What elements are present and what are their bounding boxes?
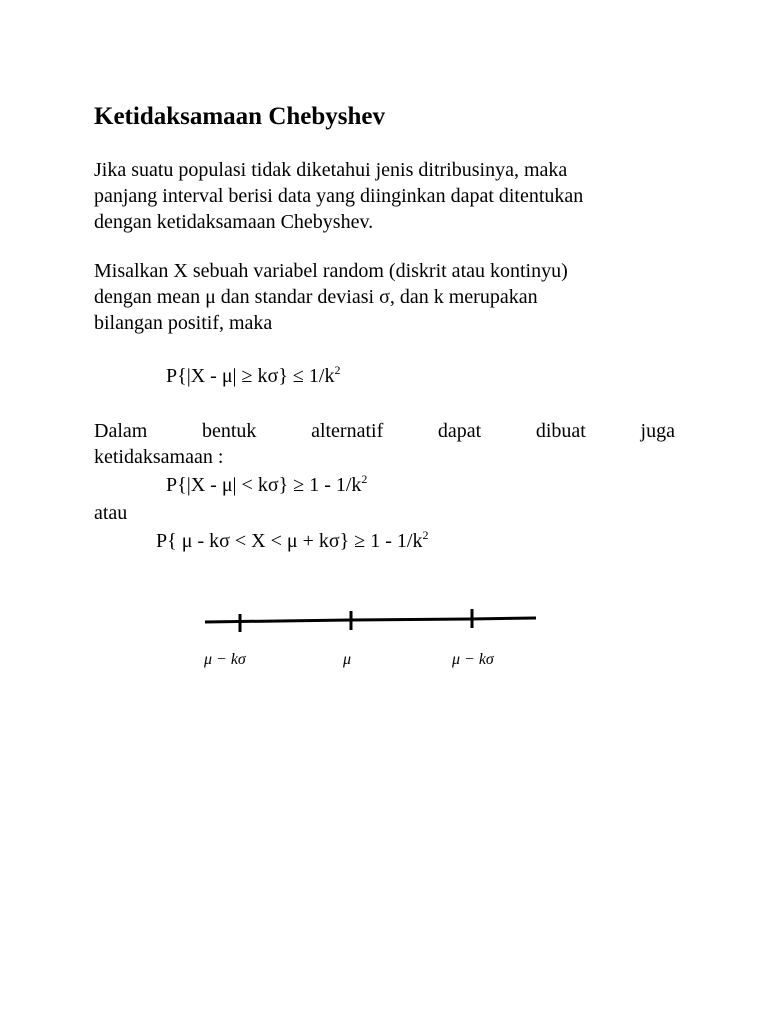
formula-exponent: 2 <box>361 472 368 486</box>
word: Dalam <box>94 420 148 442</box>
formula-exponent: 2 <box>422 528 429 542</box>
word: dibuat <box>535 420 586 442</box>
word: alternatif <box>311 420 384 442</box>
formula-text: P{|X - μ| < kσ} ≥ 1 - 1/k <box>166 474 362 496</box>
number-line-label-middle: μ <box>343 651 352 668</box>
formula-text: P{|X - μ| ≥ kσ} ≤ 1/k <box>166 365 335 387</box>
paragraph-alternative-line2: ketidaksamaan : <box>94 446 224 468</box>
paragraph-line: Jika suatu populasi tidak diketahui jenis ditribusinya, maka <box>94 159 568 181</box>
word: juga <box>640 420 675 442</box>
number-line-axis <box>205 618 536 622</box>
paragraph-line: bilangan positif, maka <box>94 312 273 334</box>
paragraph-line: dengan mean μ dan standar deviasi σ, dan k merupakan <box>94 286 538 308</box>
number-line-label-left: μ − kσ <box>204 651 246 668</box>
word: dapat <box>437 420 482 442</box>
paragraph-line: panjang interval berisi data yang diinginkan dapat ditentukan <box>94 185 584 207</box>
paragraph-line: Misalkan X sebuah variabel random (diskrit atau kontinyu) <box>94 260 568 282</box>
number-line-label-right: μ − kσ <box>452 651 494 668</box>
formula-text: P{ μ - kσ < X < μ + kσ} ≥ 1 - 1/k <box>156 530 423 552</box>
or-text: atau <box>94 502 128 524</box>
document-title: Ketidaksamaan Chebyshev <box>94 103 386 130</box>
formula-exponent: 2 <box>334 363 341 377</box>
paragraph-line: dengan ketidaksamaan Chebyshev. <box>94 211 374 233</box>
word: bentuk <box>201 420 257 442</box>
